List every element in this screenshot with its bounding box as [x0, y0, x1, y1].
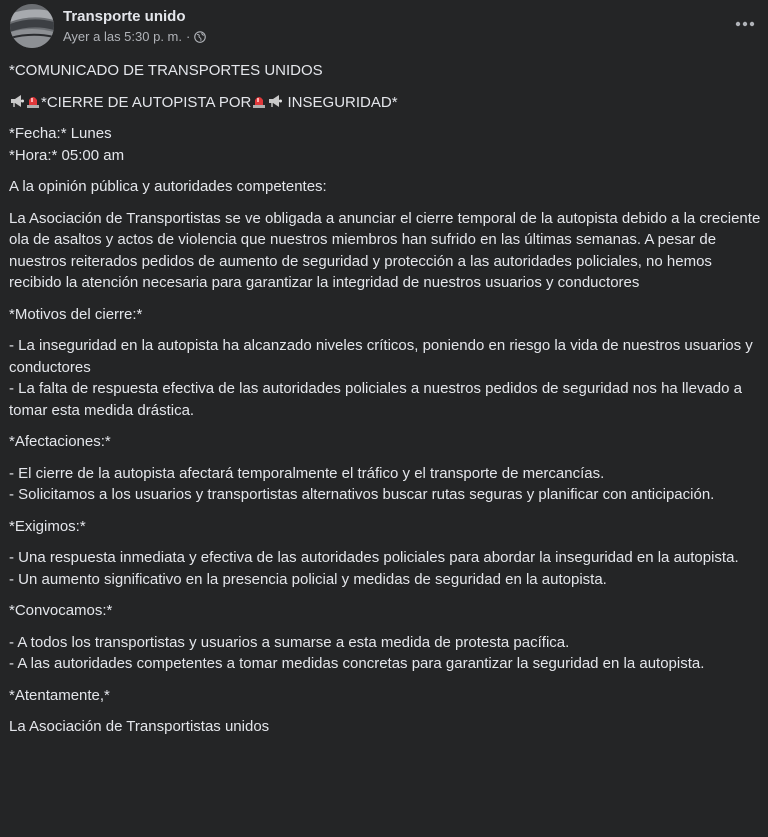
- afectaciones-title: *Afectaciones:*: [9, 433, 111, 450]
- more-options-button[interactable]: [728, 10, 762, 38]
- avatar-image: [10, 4, 54, 48]
- post-timestamp[interactable]: Ayer a las 5:30 p. m.: [63, 28, 182, 44]
- motivos-item: - La inseguridad en la autopista ha alcanzado niveles críticos, poniendo en riesgo la vida de nuestros usuarios y conductores: [9, 337, 753, 376]
- signature: La Asociación de Transportistas unidos: [9, 718, 270, 735]
- intro-paragraph: La Asociación de Transportistas se ve obligada a anunciar el cierre temporal de la autopista debido a la creciente ola de asaltos y actos de violencia que nuestros miembros han sufrido en las últimas semanas. A pesar de nuestros reiterados pedidos de aumento de seguridad y protección a las autoridades policiales, no hemos recibido la atención necesaria para garantizar la integridad de nuestros usuarios y conductores: [9, 209, 761, 291]
- exigimos-item: - Una respuesta inmediata y efectiva de las autoridades policiales para abordar la inseguridad en la autopista.: [9, 549, 739, 566]
- exigimos-title: *Exigimos:*: [9, 517, 86, 535]
- closing: *Atentamente,*: [9, 686, 110, 704]
- post-timeline: [63, 28, 206, 46]
- date-line: *Fecha:* Lunes: [9, 125, 112, 142]
- police-siren-icon: [25, 93, 41, 109]
- exigimos-item: - Un aumento significativo en la presencia policial y medidas de seguridad en la autopista.: [9, 570, 607, 588]
- post-header: [10, 4, 206, 48]
- motivos-title: *Motivos del cierre:*: [9, 305, 143, 323]
- convocamos-item: - A todos los transportistas y usuarios a sumarse a esta medida de protesta pacífica.: [9, 633, 570, 651]
- convocamos-title: *Convocamos:*: [9, 602, 113, 619]
- closure-title-end: INSEGURIDAD*: [283, 93, 398, 111]
- post-body: [9, 60, 761, 748]
- more-horizontal-icon: [735, 21, 755, 27]
- megaphone-icon: [9, 93, 25, 109]
- avatar[interactable]: [10, 4, 54, 48]
- police-siren-icon: [251, 93, 267, 109]
- greeting: A la opinión pública y autoridades competentes:: [9, 178, 327, 195]
- closure-title: *CIERRE DE AUTOPISTA POR: [41, 93, 252, 111]
- subheadline: [9, 92, 761, 114]
- author-name[interactable]: Transporte unido: [63, 7, 186, 25]
- post-meta: [63, 7, 206, 46]
- globe-icon[interactable]: [194, 31, 206, 43]
- headline: *COMUNICADO DE TRANSPORTES UNIDOS: [9, 62, 323, 79]
- time-line: *Hora:* 05:00 am: [9, 146, 125, 164]
- afectaciones-item: - Solicitamos a los usuarios y transportistas alternativos buscar rutas seguras y planificar con anticipación.: [9, 486, 715, 503]
- convocamos-item: - A las autoridades competentes a tomar medidas concretas para garantizar la seguridad en la autopista.: [9, 655, 705, 672]
- separator: ·: [186, 28, 191, 44]
- megaphone-icon: [267, 93, 283, 109]
- afectaciones-item: - El cierre de la autopista afectará temporalmente el tráfico y el transporte de mercancías.: [9, 464, 605, 482]
- motivos-item: - La falta de respuesta efectiva de las autoridades policiales a nuestros pedidos de seguridad nos ha llevado a tomar esta medida drástica.: [9, 380, 742, 419]
